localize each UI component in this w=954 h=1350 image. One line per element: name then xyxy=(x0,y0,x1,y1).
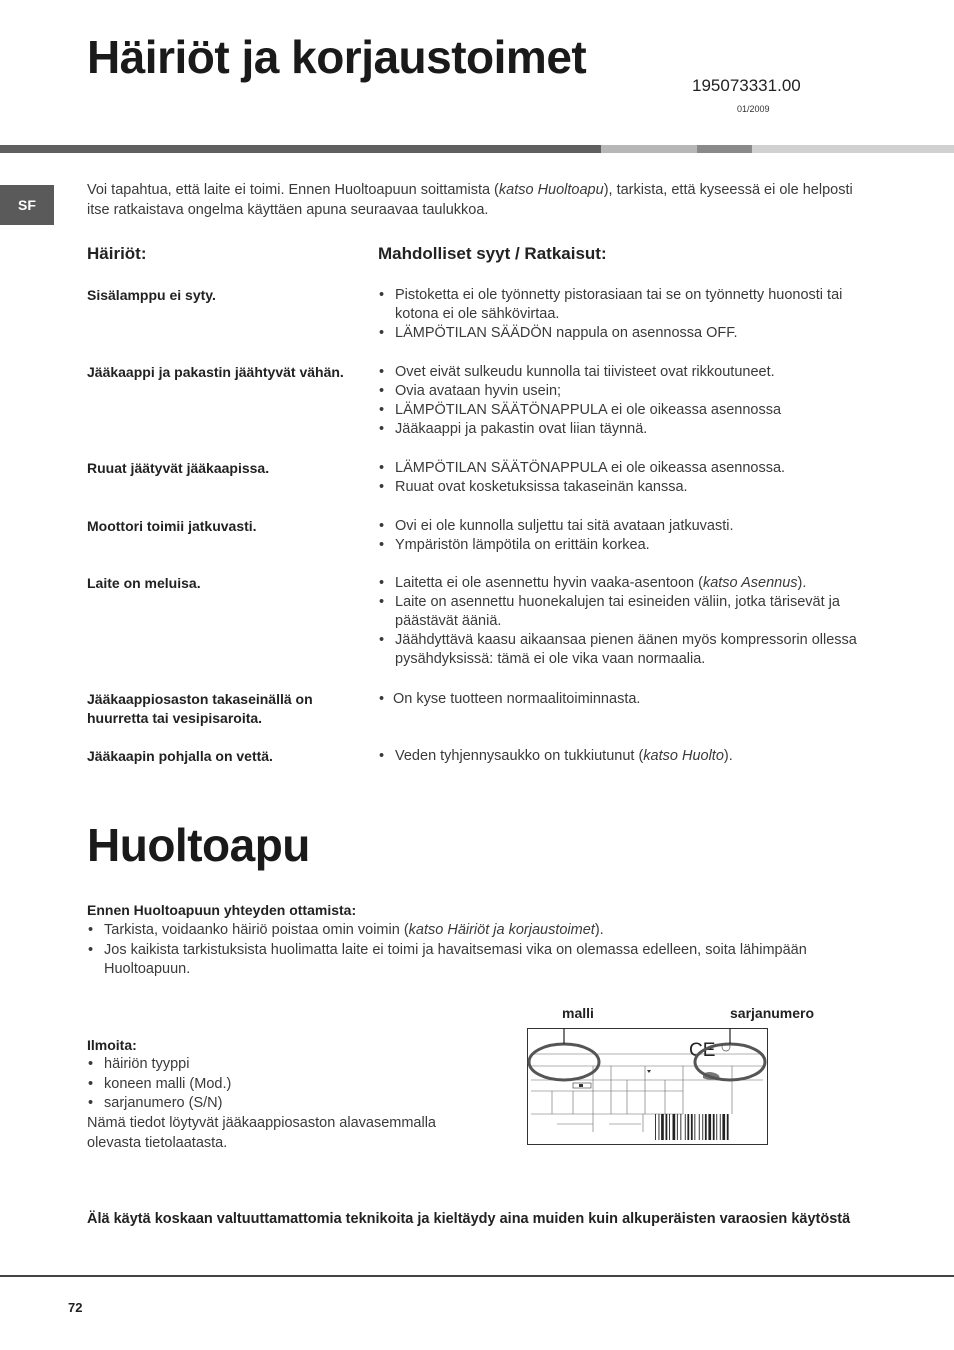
cause-text-after: ). xyxy=(797,575,807,591)
header-rule-pale xyxy=(752,145,954,153)
barcode-bar xyxy=(727,1114,729,1140)
barcode-bar xyxy=(661,1114,664,1140)
cause-list xyxy=(378,286,878,343)
barcode-bar xyxy=(677,1114,678,1140)
check-text-before: Tarkista, voidaanko häiriö poistaa omin voimin ( xyxy=(104,922,409,938)
report-heading: Ilmoita: xyxy=(87,1037,137,1053)
list-item xyxy=(378,747,878,766)
barcode-bar xyxy=(666,1114,668,1140)
cause-text-before: Laitetta ei ole asennettu hyvin vaaka-asentoon ( xyxy=(395,575,703,591)
fault-label: Jääkaappi ja pakastin jäähtyvät vähän. xyxy=(87,364,344,380)
header-rule-mid xyxy=(697,145,752,153)
barcode-bar xyxy=(720,1114,721,1140)
list-item: • Pistoketta ei ole työnnetty pistorasiaan tai se on työnnetty huonosti tai kotona ei ole sähkövirtaa. xyxy=(378,286,878,324)
cause-list xyxy=(378,363,878,439)
list-item: • Jäähdyttävä kaasu aikaansaa pienen äänen myös kompressorin ollessa pysähdyksissä: tämä ei ole vika vaan normaalia. xyxy=(378,631,878,669)
list-item: • Jos kaikista tarkistuksista huolimatta laite ei toimi ja havaitsemasi vika on olemassa edelleen, soita lähimpään Huoltoapuun. xyxy=(87,941,877,980)
list-item: • LÄMPÖTILAN SÄÄTÖNAPPULA ei ole oikeassa asennossa. xyxy=(378,459,878,478)
fault-label: Jääkaappiosaston takaseinällä on huurretta tai vesipisaroita. xyxy=(87,691,313,726)
cause-text-after: ). xyxy=(723,748,733,764)
page-number: 72 xyxy=(68,1300,83,1315)
barcode-bar xyxy=(708,1114,711,1140)
check-text-after: ). xyxy=(594,922,604,938)
ce-mark: CE xyxy=(689,1040,716,1061)
plate-border xyxy=(528,1029,768,1145)
fault-label: Ruuat jäätyvät jääkaapissa. xyxy=(87,460,270,476)
intro-reference: katso Huoltoapu xyxy=(498,182,604,198)
barcode-bar xyxy=(702,1114,703,1140)
intro-text-before: Voi tapahtua, että laite ei toimi. Ennen Huoltoapuun soittamista ( xyxy=(87,182,499,198)
cause-list xyxy=(378,690,878,709)
barcode-bar xyxy=(655,1114,656,1140)
barcode-bar xyxy=(680,1114,681,1140)
barcode-bar xyxy=(685,1114,686,1140)
plate-label-serial: sarjanumero xyxy=(730,1005,815,1021)
rating-plate-illustration xyxy=(527,1028,769,1146)
barcode-bar xyxy=(673,1114,676,1140)
intro-text-after: ), tarkista, että kyseessä ei ole helposti itse ratkaistava ongelma käyttäen apuna seuraavaa taulukkoa. xyxy=(87,182,853,218)
before-contact-list xyxy=(87,921,877,980)
column-header-faults: Häiriöt: xyxy=(87,244,147,263)
barcode-bar xyxy=(722,1114,725,1140)
cause-list xyxy=(378,517,878,555)
language-tab: SF xyxy=(0,185,54,225)
report-note: Nämä tiedot löytyvät jääkaappiosaston alavasemmalla olevasta tietolaatasta. xyxy=(87,1115,436,1151)
fault-label: Laite on meluisa. xyxy=(87,575,201,591)
fault-label: Jääkaapin pohjalla on vettä. xyxy=(87,748,273,764)
list-item xyxy=(87,921,877,941)
list-item: • Ovi ei ole kunnolla suljettu tai sitä avataan jatkuvasti. xyxy=(378,517,878,536)
document-date: 01/2009 xyxy=(737,104,770,114)
column-header-causes: Mahdolliset syyt / Ratkaisut: xyxy=(378,244,607,263)
list-item: • Jääkaappi ja pakastin ovat liian täynnä. xyxy=(378,420,878,439)
barcode-bar xyxy=(691,1114,693,1140)
list-item: • LÄMPÖTILAN SÄÄTÖNAPPULA ei ole oikeassa asennossa xyxy=(378,401,878,420)
barcode-bar xyxy=(699,1114,700,1140)
plate-icon xyxy=(579,1084,583,1087)
barcode-bar xyxy=(669,1114,670,1140)
cause-reference: katso Huolto xyxy=(643,748,724,764)
cause-reference: katso Asennus xyxy=(702,575,798,591)
header-rule-dark xyxy=(0,145,601,153)
list-item: • häiriön tyyppi xyxy=(87,1055,477,1075)
cause-list xyxy=(378,574,878,669)
page-title: Häiriöt ja korjaustoimet xyxy=(87,31,587,83)
barcode-bar xyxy=(705,1114,707,1140)
document-number: 195073331.00 xyxy=(692,76,801,95)
list-item: • Laite on asennettu huonekalujen tai esineiden väliin, jotka tärisevät ja päästävät ääniä. xyxy=(378,593,878,631)
report-list xyxy=(87,1055,477,1114)
section-title: Huoltoapu xyxy=(87,819,310,871)
barcode-bar xyxy=(713,1114,715,1140)
list-item: • LÄMPÖTILAN SÄÄDÖN nappula on asennossa OFF. xyxy=(378,324,878,343)
plate-label-model: malli xyxy=(562,1005,594,1021)
list-item: • On kyse tuotteen normaalitoiminnasta. xyxy=(378,690,878,709)
list-item: • Ovia avataan hyvin usein; xyxy=(378,382,878,401)
check-reference: katso Häiriöt ja korjaustoimet xyxy=(408,922,595,938)
footer-rule xyxy=(0,1275,954,1277)
header-rule-light xyxy=(601,145,697,153)
cause-list xyxy=(378,459,878,497)
barcode-bar xyxy=(716,1114,717,1140)
warning-text: Älä käytä koskaan valtuuttamattomia teknikoita ja kieltäydy aina muiden kuin alkuperäisten varaosien käytöstä xyxy=(87,1211,851,1227)
cause-text-before: Veden tyhjennysaukko on tukkiutunut ( xyxy=(395,748,644,764)
cause-list xyxy=(378,747,878,766)
fault-label: Moottori toimii jatkuvasti. xyxy=(87,518,257,534)
barcode-bar xyxy=(694,1114,695,1140)
barcode-bar xyxy=(687,1114,689,1140)
fault-label: Sisälamppu ei syty. xyxy=(87,287,216,303)
list-item: • koneen malli (Mod.) xyxy=(87,1075,477,1095)
before-contact-heading: Ennen Huoltoapuun yhteyden ottamista: xyxy=(87,902,357,918)
barcode-bar xyxy=(659,1114,660,1140)
list-item: • Ruuat ovat kosketuksissa takaseinän kanssa. xyxy=(378,478,878,497)
list-item: • Ympäristön lämpötila on erittäin korkea. xyxy=(378,536,878,555)
list-item: • sarjanumero (S/N) xyxy=(87,1094,477,1114)
list-item: • Ovet eivät sulkeudu kunnolla tai tiivisteet ovat rikkoutuneet. xyxy=(378,363,878,382)
list-item xyxy=(378,574,878,593)
intro-paragraph xyxy=(87,180,867,220)
